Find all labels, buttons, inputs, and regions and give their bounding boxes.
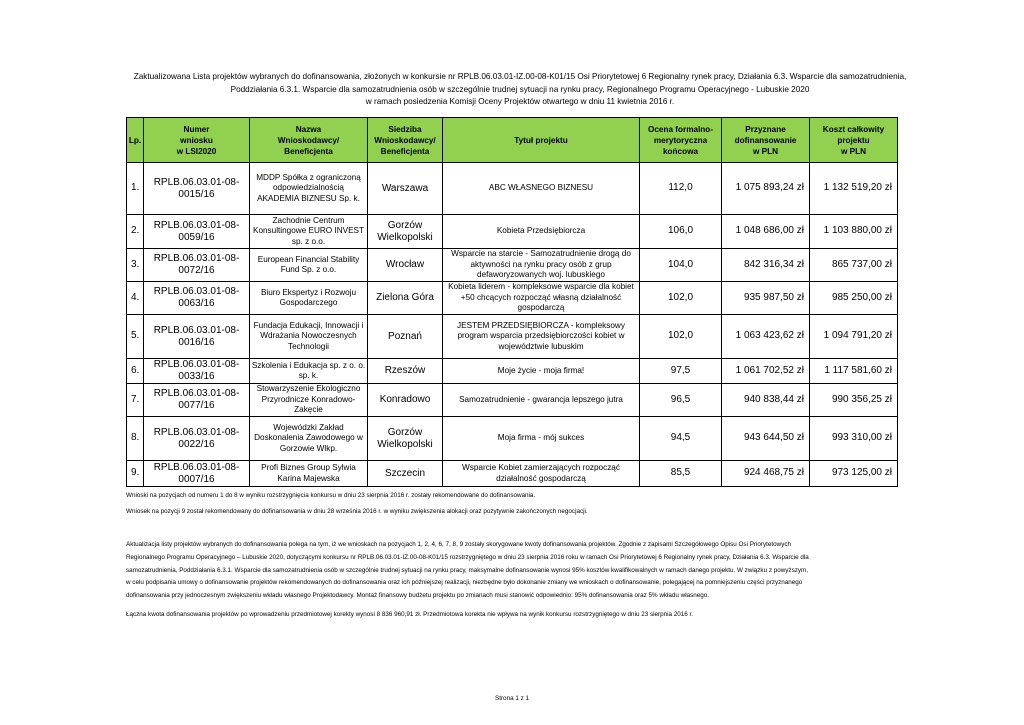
- table-row: [127, 215, 898, 249]
- header-koszt: Koszt całkowity projektu w PLN: [810, 118, 898, 163]
- cell-nazwa: Stowarzyszenie Ekologiczno Przyrodnicze Konradowo-Zakęcie: [250, 384, 368, 417]
- header-siedziba: Siedziba Wnioskodawcy/ Beneficjenta: [368, 118, 443, 163]
- cell-numer: RPLB.06.03.01-08-0077/16: [144, 384, 250, 417]
- cell-nazwa: Biuro Ekspertyz i Rozwoju Gospodarczego: [250, 282, 368, 315]
- cell-koszt: 1 103 880,00 zł: [810, 215, 898, 249]
- note-positions-1-8: Wnioski na pozycjach od numeru 1 do 8 w wyniku rozstrzygnięcia konkursu w dniu 23 sierpnia 2016 r. zostały rekomendowane do dofinansowania.: [126, 492, 536, 499]
- cell-lp: 2.: [127, 215, 144, 249]
- cell-nazwa: Szkolenia i Edukacja sp. z o. o. sp. k.: [250, 359, 368, 384]
- cell-nazwa: Fundacja Edukacji, Innowacji i Wdrażania Nowoczesnych Technologii: [250, 315, 368, 359]
- table-row: [127, 249, 898, 282]
- header-nazwa: Nazwa Wnioskodawcy/ Beneficjenta: [250, 118, 368, 163]
- cell-koszt: 993 310,00 zł: [810, 417, 898, 461]
- cell-ocena: 96,5: [640, 384, 722, 417]
- header-przyznane: Przyznane dofinansowanie w PLN: [722, 118, 810, 163]
- cell-przyznane: 842 316,34 zł: [722, 249, 810, 282]
- cell-lp: 9.: [127, 461, 144, 487]
- table-row: [127, 315, 898, 359]
- cell-siedziba: Poznań: [368, 315, 443, 359]
- cell-tytul: Kobieta Przedsiębiorcza: [443, 215, 640, 249]
- cell-tytul: Kobieta liderem - kompleksowe wsparcie dla kobiet +50 chcących rozpocząć własną działalność gospodarczą: [443, 282, 640, 315]
- cell-koszt: 985 250,00 zł: [810, 282, 898, 315]
- cell-siedziba: Gorzów Wielkopolski: [368, 417, 443, 461]
- paragraph-line: Regionalnego Programu Operacyjnego – Lubuskie 2020, dotyczącymi konkursu nr RPLB.06.03.01-IZ.00-08-K01/15 rozstrzygniętego w dniu 23 sierpnia 2016 roku w ramach Osi Priorytetowej 6 Regionalny rynek pracy, Działania 6.3. Wsparcie dla: [126, 553, 809, 561]
- title-line-1: Zaktualizowana Lista projektów wybranych do dofinansowania, złożonych w konkursie nr RPLB.06.03.01-IZ.00-08-K01/15 Osi Priorytetowej 6 Regionalny rynek pracy, Działania 6.3. Wsparcie dla samozatrudnienia,: [133, 72, 907, 81]
- cell-przyznane: 1 061 702,52 zł: [722, 359, 810, 384]
- cell-przyznane: 935 987,50 zł: [722, 282, 810, 315]
- cell-nazwa: European Financial Stability Fund Sp. z o.o.: [250, 249, 368, 282]
- cell-ocena: 94,5: [640, 417, 722, 461]
- cell-koszt: 1 094 791,20 zł: [810, 315, 898, 359]
- document-title: [120, 71, 920, 109]
- cell-ocena: 104,0: [640, 249, 722, 282]
- cell-koszt: 1 117 581,60 zł: [810, 359, 898, 384]
- cell-lp: 4.: [127, 282, 144, 315]
- cell-siedziba: Rzeszów: [368, 359, 443, 384]
- cell-siedziba: Zielona Góra: [368, 282, 443, 315]
- cell-numer: RPLB.06.03.01-08-0033/16: [144, 359, 250, 384]
- page-number: Strona 1 z 1: [495, 695, 529, 702]
- cell-koszt: 990 356,25 zł: [810, 384, 898, 417]
- cell-siedziba: Konradowo: [368, 384, 443, 417]
- total-note: Łączna kwota dofinansowania projektów po wprowadzeniu przedmiotowej korekty wynosi 8 836 960,91 zł. Przedmiotowa korekta nie wpływa na wynik konkursu rozstrzygniętego w dniu 23 sierpnia 2016 r.: [126, 611, 694, 618]
- cell-przyznane: 1 075 893,24 zł: [722, 163, 810, 215]
- cell-przyznane: 1 048 686,00 zł: [722, 215, 810, 249]
- header-tytul: Tytuł projektu: [443, 118, 640, 163]
- cell-przyznane: 924 468,75 zł: [722, 461, 810, 487]
- total-section: [126, 609, 906, 622]
- paragraph-line: dofinansowania przy jednoczesnym zwiększeniu wkładu własnego Projektodawcy. Montaż finansowy budżetu projektu po zmianach musi stanowić odpowiednio: 95% dofinansowania oraz 5% wkładu własnego.: [126, 592, 710, 600]
- cell-ocena: 97,5: [640, 359, 722, 384]
- table-row: [127, 282, 898, 315]
- paragraph-line: Aktualizacja listy projektów wybranych do dofinansowania polega na tym, iż we wnioskach na pozycjach 1, 2, 4, 6, 7, 8, 9 zostały skorygowane kwoty dofinansowania projektów. Zgodnie z zapisami Szczegółowego Opisu Osi Priorytetowych: [126, 541, 792, 548]
- cell-siedziba: Szczecin: [368, 461, 443, 487]
- cell-numer: RPLB.06.03.01-08-0022/16: [144, 417, 250, 461]
- cell-lp: 1.: [127, 163, 144, 215]
- cell-numer: RPLB.06.03.01-08-0007/16: [144, 461, 250, 487]
- cell-tytul: ABC WŁASNEGO BIZNESU: [443, 163, 640, 215]
- cell-numer: RPLB.06.03.01-08-0059/16: [144, 215, 250, 249]
- cell-numer: RPLB.06.03.01-08-0015/16: [144, 163, 250, 215]
- table-row: [127, 359, 898, 384]
- cell-siedziba: Warszawa: [368, 163, 443, 215]
- cell-nazwa: Zachodnie Centrum Konsultingowe EURO INVEST sp. z o.o.: [250, 215, 368, 249]
- cell-numer: RPLB.06.03.01-08-0072/16: [144, 249, 250, 282]
- table-row: [127, 163, 898, 215]
- title-line-3: w ramach posiedzenia Komisji Oceny Projektów otwartego w dniu 11 kwietnia 2016 r.: [365, 97, 675, 106]
- title-line-2: Poddziałania 6.3.1. Wsparcie dla samozatrudnienia osób w szczególnie trudnej sytuacji na rynku pracy, Regionalnego Programu Operacyjnego - Lubuskie 2020: [230, 84, 810, 94]
- cell-ocena: 102,0: [640, 315, 722, 359]
- cell-lp: 6.: [127, 359, 144, 384]
- cell-numer: RPLB.06.03.01-08-0063/16: [144, 282, 250, 315]
- note-position-9: Wniosek na pozycji 9 został rekomendowany do dofinansowania w dniu 28 września 2016 r. w wyniku zwiększenia alokacji oraz pozytywnie zakończonych negocjacji.: [126, 508, 588, 515]
- cell-tytul: Samozatrudnienie - gwarancja lepszego jutra: [443, 384, 640, 417]
- table-row: [127, 461, 898, 487]
- notes-section-2: [126, 506, 906, 519]
- header-lp: Lp.: [127, 118, 144, 163]
- paragraph-line: w celu podpisania umowy o dofinansowanie projektów rekomendowanych do dofinansowania oraz ich późniejszej realizacji, niezbędne było dokonanie zmiany we wnioskach o dofinansowanie, polegającej na pomniejszeniu części przyznanego: [126, 579, 803, 587]
- cell-tytul: Moja firma - mój sukces: [443, 417, 640, 461]
- update-paragraph: [126, 539, 906, 603]
- cell-lp: 3.: [127, 249, 144, 282]
- cell-nazwa: MDDP Spółka z ograniczoną odpowiedzialnością AKADEMIA BIZNESU Sp. k.: [250, 163, 368, 215]
- cell-przyznane: 1 063 423,62 zł: [722, 315, 810, 359]
- cell-nazwa: Profi Biznes Group Sylwia Karina Majewska: [250, 461, 368, 487]
- table-row: [127, 417, 898, 461]
- projects-table: [126, 117, 898, 487]
- table-row: [127, 384, 898, 417]
- header-numer: Numer wniosku w LSI2020: [144, 118, 250, 163]
- cell-ocena: 102,0: [640, 282, 722, 315]
- table-header-row: [127, 118, 898, 163]
- cell-lp: 5.: [127, 315, 144, 359]
- cell-przyznane: 940 838,44 zł: [722, 384, 810, 417]
- cell-lp: 7.: [127, 384, 144, 417]
- header-ocena: Ocena formalno- merytoryczna końcowa: [640, 118, 722, 163]
- cell-nazwa: Wojewódzki Zakład Doskonalenia Zawodowego w Gorzowie Wlkp.: [250, 417, 368, 461]
- cell-tytul: Moje życie - moja firma!: [443, 359, 640, 384]
- cell-koszt: 1 132 519,20 zł: [810, 163, 898, 215]
- cell-siedziba: Gorzów Wielkopolski: [368, 215, 443, 249]
- cell-lp: 8.: [127, 417, 144, 461]
- cell-koszt: 973 125,00 zł: [810, 461, 898, 487]
- cell-tytul: Wsparcie Kobiet zamierzających rozpocząć działalność gospodarczą: [443, 461, 640, 487]
- cell-przyznane: 943 644,50 zł: [722, 417, 810, 461]
- cell-ocena: 106,0: [640, 215, 722, 249]
- cell-numer: RPLB.06.03.01-08-0016/16: [144, 315, 250, 359]
- cell-tytul: Wsparcie na starcie - Samozatrudnienie drogą do aktywności na rynku pracy osób z grup defaworyzowanych woj. lubuskiego: [443, 249, 640, 282]
- notes-section: [126, 490, 906, 503]
- cell-siedziba: Wrocław: [368, 249, 443, 282]
- cell-ocena: 85,5: [640, 461, 722, 487]
- cell-tytul: JESTEM PRZEDSIĘBIORCZA - kompleksowy program wsparcia przedsiębiorczości kobiet w województwie lubuskim: [443, 315, 640, 359]
- cell-ocena: 112,0: [640, 163, 722, 215]
- paragraph-line: samozatrudnienia, Poddziałania 6.3.1. Wsparcie dla samozatrudnienia osób w szczególnie trudnej sytuacji na rynku pracy, maksymalne dofinansowanie wynosi 95% kosztów kwalifikowalnych w ramach danego projektu. W związku z powyższym,: [126, 566, 809, 574]
- cell-koszt: 865 737,00 zł: [810, 249, 898, 282]
